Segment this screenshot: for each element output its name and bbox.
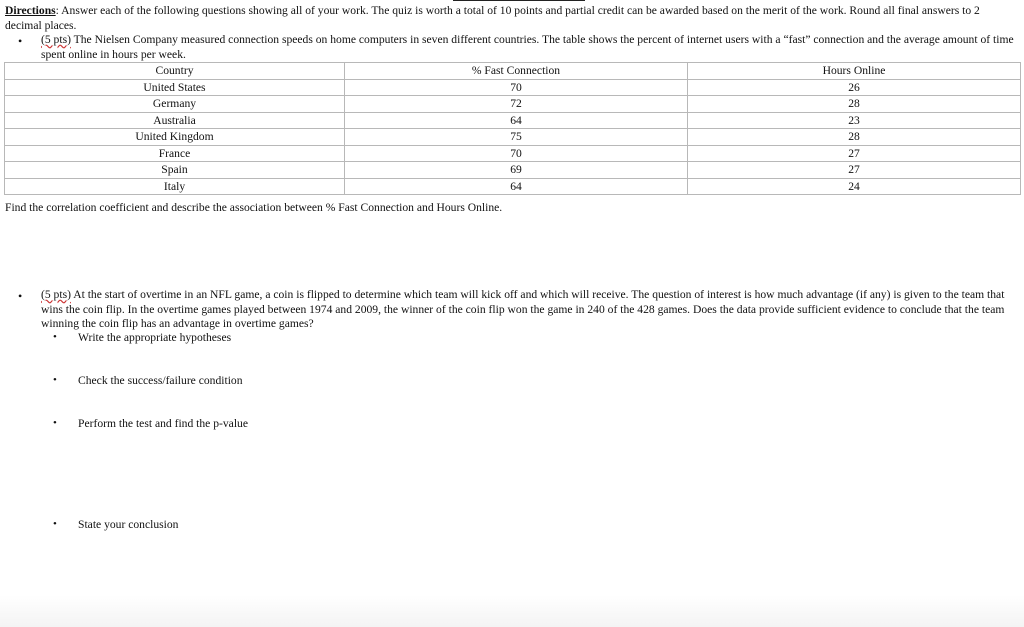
cell-fast-connection: 70 [345, 145, 688, 162]
cell-fast-connection: 70 [345, 79, 688, 96]
cell-country: Australia [5, 112, 345, 129]
table-row [5, 178, 1021, 195]
cell-country: United Kingdom [5, 129, 345, 146]
cell-fast-connection: 72 [345, 96, 688, 113]
cell-hours-online: 24 [688, 178, 1021, 195]
cell-hours-online: 27 [688, 162, 1021, 179]
directions-label: Directions [5, 4, 56, 17]
table-header-row [5, 63, 1021, 80]
cell-country: United States [5, 79, 345, 96]
cell-hours-online: 26 [688, 79, 1021, 96]
table-row [5, 162, 1021, 179]
question1-text: The Nielsen Company measured connection speeds on home computers in seven different countries. The table shows the percent of internet users with a “fast” connection and the average amount of time spent online in hours per week. [41, 33, 1014, 61]
question1-bullet: • [18, 34, 23, 48]
table-row [5, 96, 1021, 113]
cell-hours-online: 23 [688, 112, 1021, 129]
subitem-conclusion: State your conclusion [78, 518, 179, 531]
subitem-condition: Check the success/failure condition [78, 374, 243, 387]
cell-country: Spain [5, 162, 345, 179]
question2-paragraph [41, 288, 1016, 332]
subitem-bullet: • [53, 374, 57, 386]
directions-paragraph [5, 4, 1015, 33]
table-row [5, 145, 1021, 162]
table-row [5, 79, 1021, 96]
table-row [5, 112, 1021, 129]
page-bottom-shade [0, 595, 1024, 627]
header-country: Country [5, 63, 345, 80]
cell-hours-online: 27 [688, 145, 1021, 162]
table-row [5, 129, 1021, 146]
cell-country: France [5, 145, 345, 162]
cell-fast-connection: 64 [345, 178, 688, 195]
cell-hours-online: 28 [688, 96, 1021, 113]
directions-text: : Answer each of the following questions showing all of your work. The quiz is worth a total of 10 points and partial credit can be awarded based on the merit of the work. Round all final answers to 2 decimal places. [5, 4, 980, 32]
subitem-bullet: • [53, 417, 57, 429]
data-table [4, 62, 1021, 195]
subitem-test: Perform the test and find the p-value [78, 417, 248, 430]
cell-fast-connection: 64 [345, 112, 688, 129]
question1-points: (5 pts) [41, 33, 71, 46]
header-hours-online: Hours Online [688, 63, 1021, 80]
question2-bullet: • [18, 289, 23, 303]
question1-paragraph [41, 33, 1016, 62]
subitem-bullet: • [53, 518, 57, 530]
cell-hours-online: 28 [688, 129, 1021, 146]
cell-fast-connection: 69 [345, 162, 688, 179]
question2-points: (5 pts) [41, 288, 71, 301]
question1-prompt: Find the correlation coefficient and describe the association between % Fast Connection and Hours Online. [5, 201, 503, 214]
header-rule [453, 0, 585, 1]
header-fast-connection: % Fast Connection [345, 63, 688, 80]
cell-fast-connection: 75 [345, 129, 688, 146]
cell-country: Italy [5, 178, 345, 195]
question2-text: At the start of overtime in an NFL game, a coin is flipped to determine which team will kick off and which will receive. The question of interest is how much advantage (if any) is given to the team that wins the coin flip. In the overtime games played between 1974 and 2009, the winner of the coin flip won the game in 240 of the 428 games. Does the data provide sufficient evidence to conclude that the team winning the coin flip has an advantage in overtime games? [41, 288, 1005, 330]
subitem-hypotheses: Write the appropriate hypotheses [78, 331, 232, 344]
cell-country: Germany [5, 96, 345, 113]
subitem-bullet: • [53, 331, 57, 343]
